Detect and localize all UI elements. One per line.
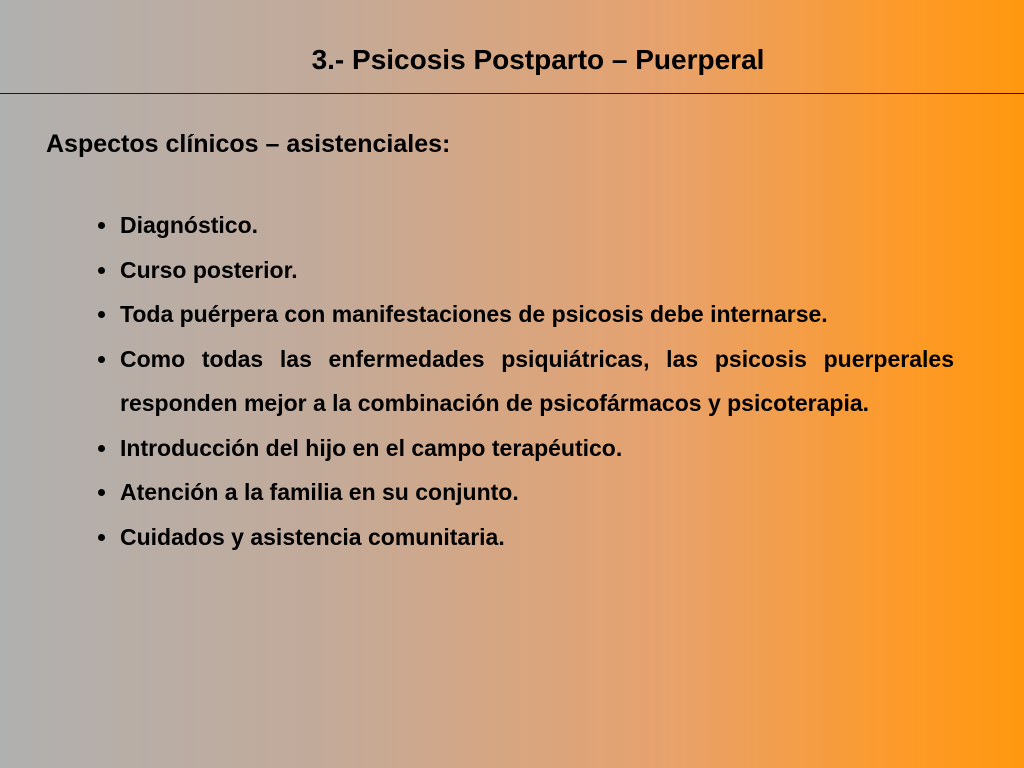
bullet-dot-icon [98,445,105,452]
bullet-list [98,203,954,559]
bullet-item-hijo [98,426,954,471]
bullet-dot-icon [98,222,105,229]
bullet-item-curso [98,248,954,293]
section-heading: Aspectos clínicos – asistenciales: [46,130,451,158]
title-divider [0,93,1024,94]
bullet-text: Toda puérpera con manifestaciones de psicosis debe internarse. [120,301,828,327]
bullet-text: Como todas las enfermedades psiquiátricas, las psicosis puerperales responden mejor a la combinación de psicofármacos y psicoterapia. [120,345,954,416]
bullet-item-familia [98,470,954,515]
bullet-text: Cuidados y asistencia comunitaria. [120,523,505,550]
bullet-text: Atención a la familia en su conjunto. [120,479,519,505]
bullet-item-internarse [98,292,954,337]
bullet-item-combinacion [98,337,954,426]
bullet-dot-icon [98,489,105,496]
bullet-dot-icon [98,311,105,318]
bullet-text: Introducción del hijo en el campo terapéutico. [120,434,623,461]
bullet-item-diagnostico [98,203,954,248]
slide-title: 3.- Psicosis Postparto – Puerperal [311,44,765,75]
bullet-dot-icon [98,267,105,274]
bullet-dot-icon [98,534,105,541]
bullet-dot-icon [98,356,105,363]
bullet-text: Diagnóstico. [120,212,259,238]
bullet-text: Curso posterior. [120,256,298,283]
bullet-item-comunitaria [98,515,954,560]
